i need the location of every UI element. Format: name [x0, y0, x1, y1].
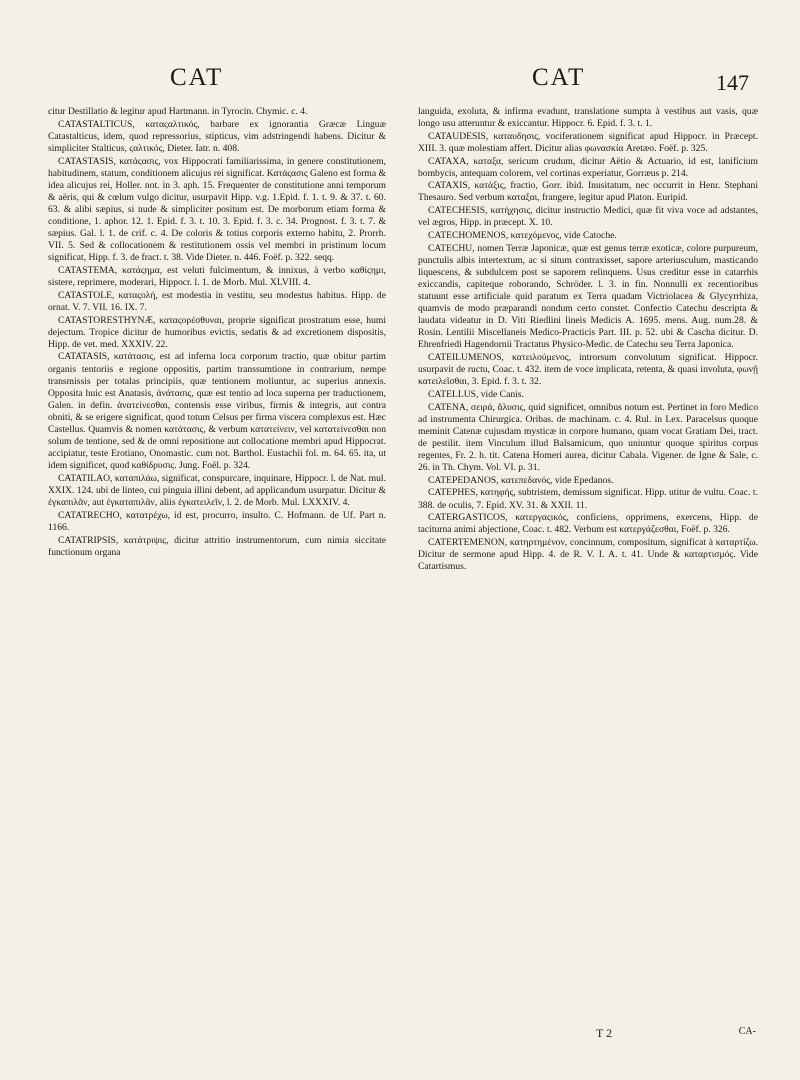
entry: CATASTORESTHYNÆ, καταςορέσθυναι, proprie significat prostratum esse, humi dejectum. Tropice dicitur de humoribus evictis, sedatis & ad excretionem dispositis, Hipp. de vet. med. XXXIV. 22. [48, 314, 386, 350]
page-header [0, 62, 800, 102]
entry: CATEPHES, κατηφής, subtristem, demissum significat. Hipp. utitur de vultu. Coac. t. 388. de oculis, 7. Epid. XV. 31. & XXII. 11. [418, 487, 758, 511]
entry: CATATRECHO, κατατρέχω, id est, procurro, insulto. C. Hofmann. de Uf. Part n. 1166. [48, 509, 386, 533]
entry: CATAXA, καταξα, sericum crudum, dicitur Aëtio & Actuario, id est, lanificium bombycis, antequam colorem, vel cortinas experiatur, Gorræus p. 214. [418, 155, 758, 179]
right-column [418, 106, 758, 574]
entry: CATATILAO, καταπιλάω, significat, conspurcare, inquinare, Hippocr. l. de Nat. mul. XXIX. 124. ubi de linteo, cui pinguia illini debent, ad applicandum usurpatur. Dicitur & ἐγκαπιλᾶν, aut ἐγκαταπιλᾶν, aliis ἐγκατειλεῖν, l. 2. de Morb. Mul. LXXXIV. 4. [48, 472, 386, 509]
entry: CATECHESIS, κατήχησις, dicitur instructio Medici, quæ fit viva voce ad adstantes, vel ægros, Hipp. in præcept. X. 10. [418, 205, 758, 229]
entry: CATECHU, nomen Terræ Japonicæ, quæ est genus terræ exoticæ, colore purpureum, punctulis albis intertextum, ac si situm contraxisset, sapore arteriusculum, masticando liquescens, & subdulcem post se saporem relinquens. Usus creditur esse in catarrhis exiccandis, capiteque roborando, Schröder. l. 3. in fin. Nonnulli ex recentioribus statuunt esse artificiale quid paratum ex Terra quadam Victriolacea & Glycyrrhiza, quamvis de modo præparandi nondum certo constet. Confectio Catechu descripta & laudata videatur in D. Viti Riedlini lineis Medicis A. 1695. mens. Aug. num.28. & Rosin. Lentilii Miscellaneis Medico-Practicis Part. III. p. 52. ubi & Cascha dicitur. D. Ehrenfriedi Hagendornii Tractatus Physico-Medic. de Catechu seu Terra Japonica. [418, 242, 758, 351]
entry: CATERGASTICOS, κατεργαςικός, conficiens, opprimens, exercens, Hipp. de taciturna animi abjectione, Coac. t. 482. Verbum est κατεργάζεσθαι, Foëf. p. 326. [418, 512, 758, 536]
entry: CATELLUS, vide Canis. [428, 388, 524, 400]
left-column [48, 106, 386, 559]
entry: CATAXIS, κατάξις, fractio, Gorr. ibid. Inusitatum, nec occurrit in Henr. Stephani Thesauro. Sed verbum καταξαι, frangere, legitur apud Platon. Euripid. [418, 180, 758, 204]
catchword: CA- [738, 1026, 756, 1037]
entry: CATECHOMENOS, κατεχόμενος, vide Catoche. [428, 229, 617, 241]
signature-mark: T 2 [596, 1026, 613, 1040]
page-number: 147 [716, 70, 749, 95]
entry: CATATASIS, κατάτασις, est ad inferna loca corporum tractio, quæ obitur partim organis tentoriis e regione oppositis, partim transsumtione in contrarium, nempe transmissis per totalas principiis, quæ tentionem moliuntur, ac superius annexis. Opposita huic est Anatasis, ἀνάτασις, quæ est tentio ad loca superna per traductionem, Galen. in defin. ἀνατείνεσθαι, contensis esse viribus, firmis & integris, aut contra obniti, & se erigere significat, quod totum Celsus per firma viscera complexus est. Hæc Castellus. Quamvis & nomen κατάτασις, & verbum κατατείνειν, vel κατατείνεσθαι non solum de tentione, sed & de omni repositione aut collocatione membri apud Hippocrat. accipiatur, teste Erotiano, Onomastic. cum not. Barthol. Eustachii fol. m. 64. 65. ita, ut idem significet, quod καθίδρυσις. Jung. Foël. p. 324. [48, 351, 386, 472]
entry: CATAUDESIS, καταυδησις, vociferationem significat apud Hippocr. in Præcept. XIII. 3. quæ molestiam affert. Dicitur alias φωνασκία Aretæo. Foëf. p. 325. [418, 130, 758, 154]
entry: CATERTEMENON, κατηρτημένον, concinnum, compositum, significat à καταρτίζω. Dicitur de sermone apud Hipp. 4. de R. V. I. A. t. 41. Unde & καταρτισμός. Vide Catartismus. [418, 537, 758, 573]
entry: CATATRIPSIS, κατάτριψις, dicitur attritio instrumentorum, cum nimia siccitate functionum organa [48, 534, 386, 558]
page-footer [418, 1026, 758, 1046]
entry: CATEILUMENOS, κατειλούμενος, introrsum convolutum significat. Hippocr. usurpavit de ructu, Coac. t. 432. item de voce implicata, retenta, & quasi involuta, φωνῇ κατειλεῖσθαι, 3. Epid. f. 3. t. 32. [418, 352, 758, 388]
entry: CATASTASIS, κατάςασις, vox Hippocrati familiarissima, in genere constitutionem, habitudinem, statum, conditionem alicujus rei significat. Κατάςασις Galeno est forma & idea alicujus rei, Holler. not. in 3. aph. 15. Frequenter de constitutione anni temporum & aëris, qui & cœlum vulgo dicitur, usurpavit Hipp. v.g. 1.Epid. f. 1. t. 9. & 37. t. 60. 63. & alibi sæpius, si nude & simpliciter positum est. De morborum etiam forma & conditione, 1. aphor. 12. 1. Epid. f. 3. t. 10. 3. Epid. f. 3. c. 34. Prognost. f. 3. t. 7. & sæpius. Gal. l. 1. de crif. c. 4. De coloris & totius corporis externo habitu, 2. Prorrh. VII. 5. Sed & collocationem & restitutionem ossis vel membri in pristinum locum significat, Hipp. f. 3. de fract. t. 38. Vide Dieter. n. 446. Foëf. p. 322. seqq. [48, 155, 386, 264]
entry: CATEPEDANOS, κατεπεδανός, vide Epedanos. [428, 474, 614, 486]
entry: CATENA, σειρά, ἅλυσις, quid significet, omnibus notum est. Pertinet in foro Medico ad instrumenta Chirurgica. Oribas. de machinam. c. 4. Rul. in Lex. Paracelsus quoque meminit Catenæ cujusdam mysticæ in corpore humano, quam vocat Gratiam Dei, tract. de pestilit. item Vinculum illud Balsamicum, quo uniuntur quoque spiritus corpus regentes, Fr. 2. h. tit. Catena Homeri aurea, dicitur Cabala. Vigener. de Igne & Sale, c. 26. in Th. Chym. Vol. VI. p. 31. [418, 401, 758, 474]
entry: CATASTOLE, καταςολή, est modestia in vestitu, seu modestus habitus. Hipp. de ornat. V. 7. VII. 16. IX. 7. [48, 289, 386, 313]
right-running-head: CAT [532, 64, 586, 91]
left-running-head: CAT [170, 64, 224, 91]
entry: languida, exoluta, & infirma evadunt, translatione sumpta à vestibus aut vasis, quæ longo usu atteruntur & exiccantur. Hippocr. 6. Epid. f. 3. t. 1. [418, 106, 758, 130]
entry: CATASTALTICUS, καταςαλτικός, barbare ex ignorantia Græcæ Linguæ Catastalticus, idem, quod repressorius, stipticus, vim adstringendi habens. Dicitur & simpliciter Stalticus, ςαλτικός, Dieter. Iatr. n. 408. [48, 118, 386, 154]
entry: citur Destillatio & legitur apud Hartmann. in Tyrocin. Chymic. c. 4. [48, 106, 308, 117]
entry: CATASTEMA, κατάςημα, est veluti fulcimentum, & innixus, à verbo καθίςημι, sistere, reprimere, moderari, Hippocr. l. 1. de Morb. Mul. XLVIII. 4. [48, 265, 386, 289]
